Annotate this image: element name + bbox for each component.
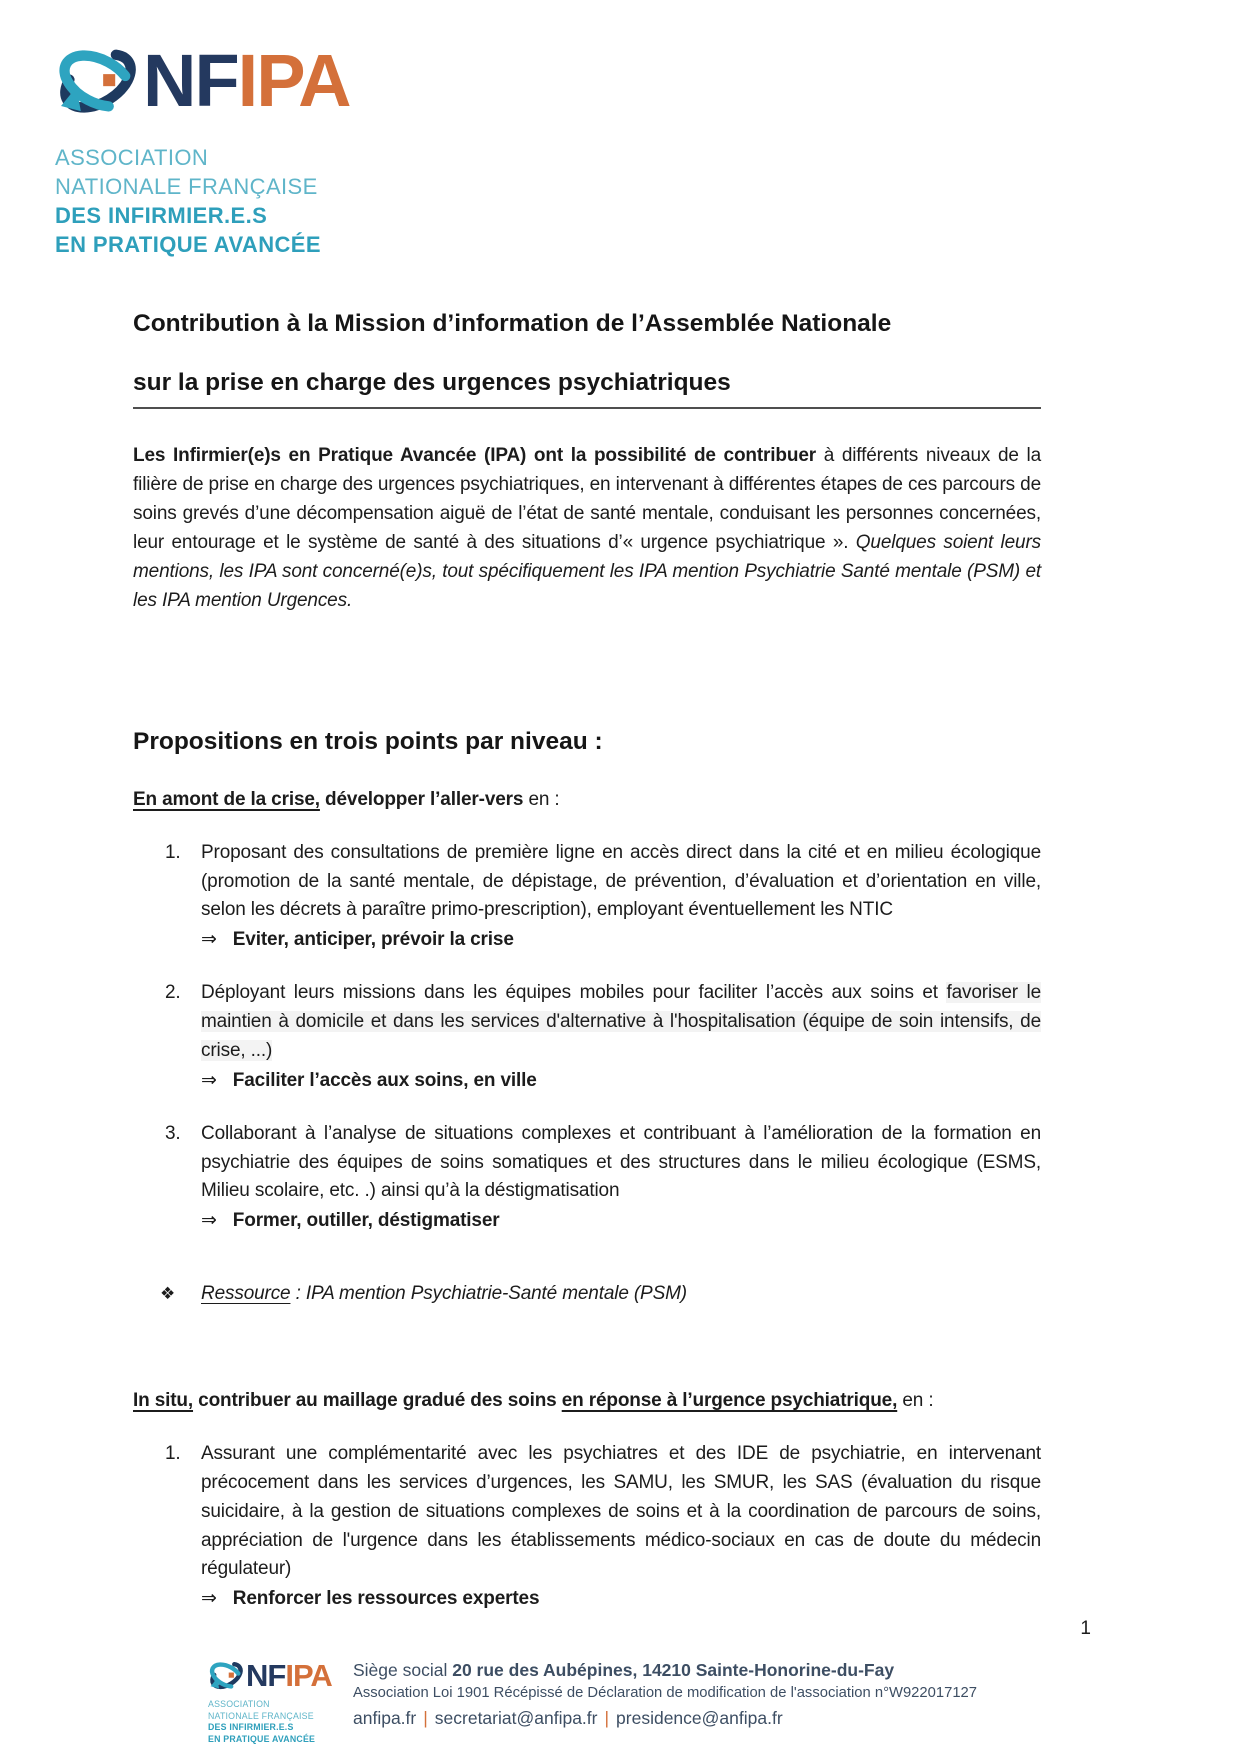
list-item-body xyxy=(201,979,1041,1096)
intro-italic: Quelques soient leurs mentions, les IPA sont concerné(e)s, tout spécifiquement les IPA mention Psychiatrie Santé mentale (PSM) et les IPA mention Urgences. xyxy=(133,532,1041,611)
resource-text xyxy=(201,1280,687,1309)
document-title xyxy=(133,312,1041,409)
section-heading: Propositions en trois points par niveau : xyxy=(133,727,603,755)
footer-website: anfipa.fr xyxy=(353,1708,417,1729)
resource-rest: : IPA mention Psychiatrie-Santé mentale (PSM) xyxy=(290,1283,687,1305)
logo-tagline xyxy=(55,143,350,259)
intro-bold: Les Infirmier(e)s en Pratique Avancée (IPA) ont la possibilité de contribuer xyxy=(133,445,816,467)
double-arrow-icon: ⇒ xyxy=(201,1069,217,1091)
action-text: Former, outiller, déstigmatiser xyxy=(232,1210,500,1232)
subsection-amont-underlined: En amont de la crise, xyxy=(133,788,320,810)
subsection-amont-bold: développer l’aller-vers xyxy=(319,788,524,810)
list-item-body xyxy=(201,1120,1041,1237)
list-item-text: Collaborant à l’analyse de situations complexes et contribuant à l’amélioration de la formation en psychiatrie des équipes de soins somatiques et des structures dans le milieu écologique (ESMS, Milieu scolaire, etc. .) ainsi qu’à la déstigmatisation xyxy=(201,1122,1041,1202)
footer-logo-tagline xyxy=(208,1699,336,1745)
list-item-body xyxy=(201,839,1041,956)
list-item xyxy=(133,1120,1041,1237)
tagline-line: ASSOCIATION xyxy=(55,145,209,170)
list-item-number: 3. xyxy=(165,1122,181,1144)
action-text: Renforcer les ressources expertes xyxy=(232,1588,540,1610)
pipe-separator: | xyxy=(604,1708,610,1729)
logo-text-nf: NF xyxy=(246,1658,286,1693)
double-arrow-icon: ⇒ xyxy=(201,1210,217,1232)
footer-legal-line: Association Loi 1901 Récépissé de Déclaration de modification de l'association n°W922017127 xyxy=(353,1684,978,1701)
resource-label: Ressource xyxy=(201,1283,291,1305)
action-line xyxy=(201,1067,1041,1096)
subsection-amont-heading xyxy=(133,786,1041,815)
tagline-line: DES INFIRMIER.E.S xyxy=(208,1722,294,1732)
diamond-bullet-icon: ❖ xyxy=(160,1284,176,1304)
list-insitu xyxy=(133,1440,1041,1614)
anfipa-logo xyxy=(55,33,350,259)
logo-text-ipa: IPA xyxy=(237,39,350,122)
list-item-text: Proposant des consultations de première ligne en accès direct dans la cité et en milieu écologique (promotion de la santé mentale, de dépistage, de prévention, d’évaluation et d’orientation en ville, selon les décrets à paraître primo-prescription), employant éventuellement les NTIC xyxy=(201,841,1041,921)
action-line xyxy=(201,926,1041,955)
list-item-number: 1. xyxy=(165,1442,181,1464)
footer-address-label: Siège social xyxy=(353,1660,453,1680)
footer-anfipa-wordmark xyxy=(208,1657,336,1694)
footer-address-bold: 20 rue des Aubépines, 14210 Sainte-Honorine-du-Fay xyxy=(452,1660,895,1680)
tagline-line: ASSOCIATION xyxy=(208,1699,270,1709)
footer-email-presidence: presidence@anfipa.fr xyxy=(616,1708,783,1729)
footer-text xyxy=(353,1657,977,1731)
footer-contact-line xyxy=(353,1706,977,1731)
tagline-line: EN PRATIQUE AVANCÉE xyxy=(55,232,321,257)
subsection-insitu-heading xyxy=(133,1387,1041,1416)
subsection-insitu-underlined-1: In situ, xyxy=(133,1390,194,1412)
action-line xyxy=(201,1585,1041,1614)
pipe-separator: | xyxy=(423,1708,428,1729)
list-item-text-highlighted: favoriser le maintien à domicile et dans les services d'alternative à l'hospitalisation (équipe de soin intensifs, de crise, ...) xyxy=(201,982,1041,1061)
list-item-number: 2. xyxy=(165,982,181,1004)
intro-paragraph xyxy=(133,442,1041,615)
list-item xyxy=(133,1440,1041,1614)
subsection-insitu-underlined-2: en réponse à l’urgence psychiatrique, xyxy=(561,1390,898,1412)
list-item xyxy=(133,979,1041,1096)
subsection-insitu-bold: contribuer au maillage gradué des soins xyxy=(193,1390,562,1412)
anfipa-wordmark xyxy=(55,33,350,129)
list-item xyxy=(133,839,1041,956)
tagline-line: NATIONALE FRANÇAISE xyxy=(55,174,318,199)
subsection-amont-tail: en : xyxy=(523,788,560,810)
page-number: 1 xyxy=(1080,1618,1091,1639)
double-arrow-icon: ⇒ xyxy=(201,929,217,951)
double-arrow-icon: ⇒ xyxy=(201,1588,217,1610)
anfipa-swirl-icon xyxy=(55,38,141,124)
logo-text-nf: NF xyxy=(143,39,238,122)
footer-address-line xyxy=(353,1659,977,1683)
list-item-body xyxy=(201,1440,1041,1614)
action-text: Eviter, anticiper, prévoir la crise xyxy=(232,929,514,951)
action-text: Faciliter l’accès aux soins, en ville xyxy=(232,1069,537,1091)
tagline-line: NATIONALE FRANÇAISE xyxy=(208,1710,314,1721)
list-item-number: 1. xyxy=(165,841,181,863)
logo-text-ipa: IPA xyxy=(285,1658,332,1693)
title-line-1: Contribution à la Mission d’information de l’Assemblée Nationale xyxy=(133,310,892,338)
list-item-text: Assurant une complémentarité avec les psychiatres et des IDE de psychiatrie, en intervenant précocement dans les services d’urgences, les SAMU, les SMUR, les SAS (évaluation du risque suicidaire, à la gestion de situations complexes de soins et à la coordination de parcours de soins, appréciation de l'urgence dans les établissements médico-sociaux en cas de doute du médecin régulateur) xyxy=(201,1442,1041,1580)
resource-note xyxy=(133,1280,1041,1309)
subsection-insitu-tail: en : xyxy=(897,1390,934,1412)
anfipa-swirl-icon xyxy=(208,1657,245,1694)
footer xyxy=(208,1657,977,1745)
list-item-text: Déployant leurs missions dans les équipes mobiles pour faciliter l’accès aux soins et xyxy=(201,982,947,1004)
list-amont xyxy=(133,839,1041,1237)
title-line-2: sur la prise en charge des urgences psychiatriques xyxy=(133,368,731,396)
intro-regular: à différents niveaux de la filière de prise en charge des urgences psychiatriques, en intervenant à différentes étapes de ces parcours de soins grevés d’une décompensation aiguë de l’état de santé mentale, conduisant les personnes concernées, leur entourage et le système de santé à des situations d’« urgence psychiatrique ». xyxy=(133,445,1041,554)
tagline-line: DES INFIRMIER.E.S xyxy=(55,203,268,228)
tagline-line: EN PRATIQUE AVANCÉE xyxy=(208,1733,316,1744)
action-line xyxy=(201,1207,1041,1236)
footer-anfipa-logo xyxy=(208,1657,336,1745)
footer-email-secretariat: secretariat@anfipa.fr xyxy=(434,1708,598,1729)
